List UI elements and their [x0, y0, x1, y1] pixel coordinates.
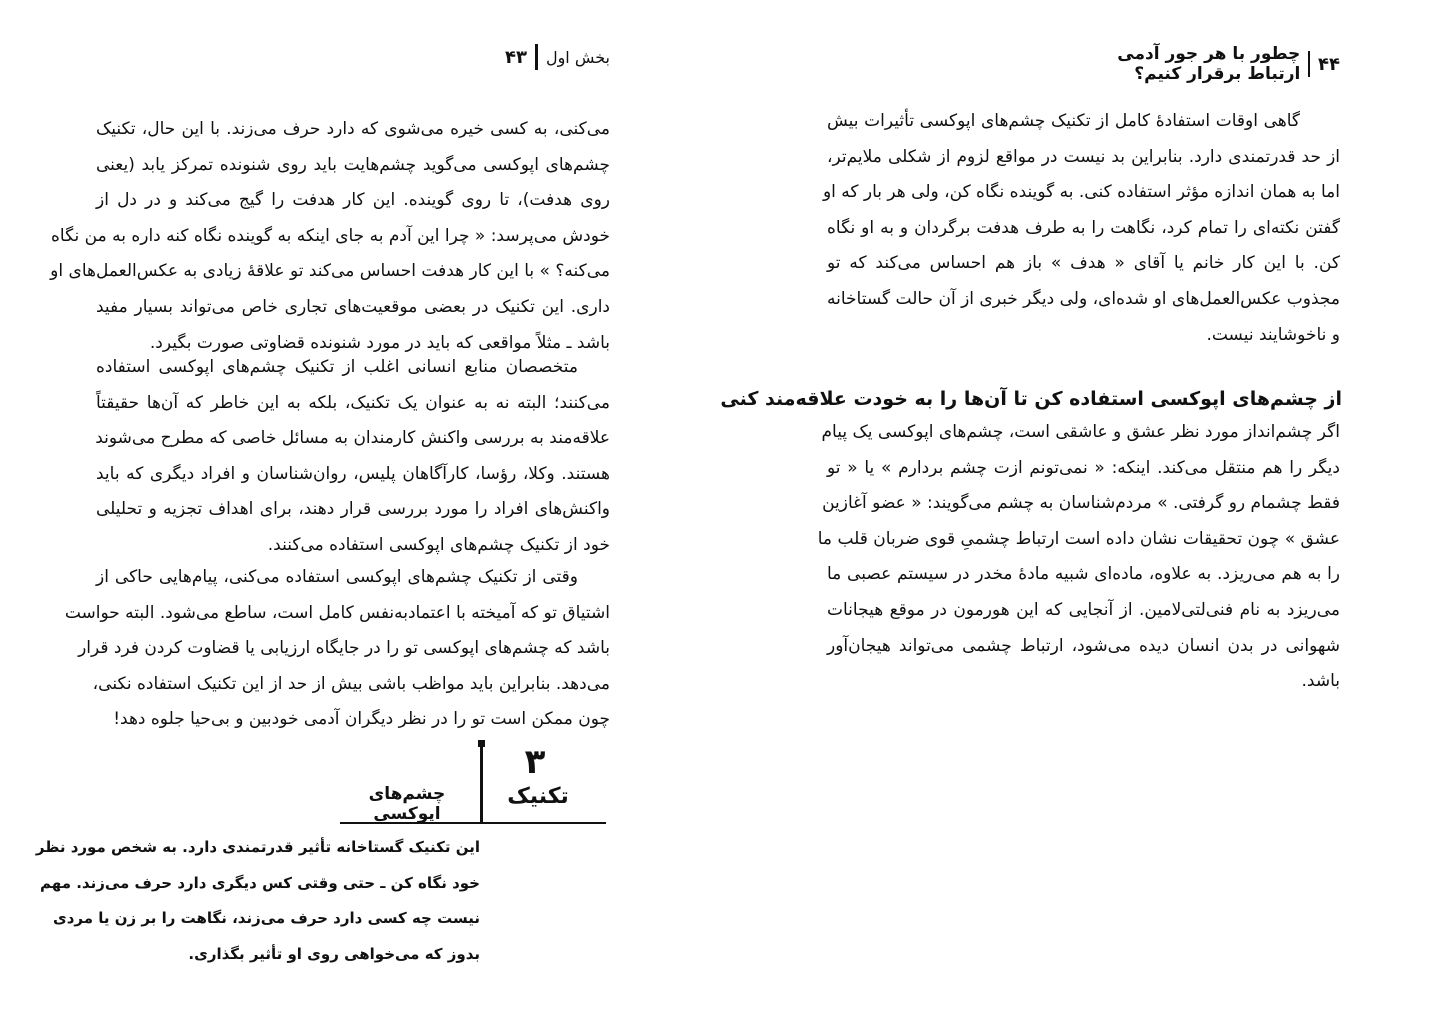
page-number: ۴۴	[1318, 53, 1340, 75]
right-paragraph-2	[817, 415, 1340, 700]
text-line: اما به همان اندازه مؤثر استفاده کنی. به گوینده نگاه کن، ولی هر بار که او	[822, 182, 1340, 203]
text-line: می‌کنه؟ » با این کار هدفت احساس می‌کند تو علاقهٔ زیادی به عکس‌العمل‌های او	[50, 261, 610, 282]
left-paragraph-3	[64, 560, 610, 738]
text-line: خودش می‌پرسد: « چرا این آدم به جای اینکه به گوینده نگاه کنه داره به من نگاه	[51, 225, 610, 246]
technique-box-divider	[480, 742, 483, 824]
text-line: می‌ریزد به نام فنی‌لتی‌لامین. از آنجایی که این هورمون در موقع هیجانات	[827, 599, 1340, 620]
text-line: دیگر را هم منتقل می‌کند. اینکه: « نمی‌تونم ازت چشم بردارم » یا « تو	[827, 457, 1340, 478]
text-line: و ناخوشایند نیست.	[1206, 324, 1340, 345]
left-paragraph-1	[50, 112, 610, 361]
text-line: باشد.	[1301, 671, 1340, 692]
summary-line: این تکنیک گستاخانه تأثیر قدرتمندی دارد. به شخص مورد نظر	[35, 838, 480, 856]
text-line: از حد قدرتمندی دارد. بنابراین بد نیست در مواقع لزوم از شکلی ملایم‌تر،	[827, 146, 1340, 167]
summary-line: خود نگاه کن ـ حتی وقتی کس دیگری دارد حرف می‌زند. مهم	[40, 873, 480, 892]
header-divider	[535, 44, 538, 70]
text-line: اشتیاق تو که آمیخته با اعتمادبه‌نفس کامل است، ساطع می‌شود. البته حواست	[64, 602, 610, 623]
technique-box	[340, 742, 606, 826]
technique-summary	[35, 830, 480, 972]
text-line: واکنش‌های افراد را مورد بررسی قرار دهند، برای اهداف تجزیه و تحلیلی	[96, 499, 610, 520]
section-heading: از چشم‌های اپوکسی استفاده کن تا آن‌ها را به خودت علاقه‌مند کنی	[720, 388, 1342, 410]
summary-line: نیست چه کسی دارد حرف می‌زند، نگاهت را بر زن یا مردی	[52, 909, 480, 928]
text-line: عشق » چون تحقیقات نشان داده است ارتباط چشمیِ قوی ضربان قلب ما	[817, 528, 1340, 549]
text-line: متخصصان منابع انسانی اغلب از تکنیک چشم‌های اپوکسی استفاده	[96, 357, 578, 377]
text-line: باشد که چشم‌های اپوکسی تو را در جایگاه ارزیابی یا قضاوت کردن فرد قرار	[78, 638, 610, 659]
text-line: شهوانی در بدن انسان دیده می‌شود، ارتباط چشمی می‌تواند هیجان‌آور	[827, 635, 1340, 656]
text-line: اگر چشم‌انداز مورد نظر عشق و عاشقی است، چشم‌های اپوکسی یک پیام	[821, 422, 1340, 442]
text-line: می‌کنی، به کسی خیره می‌شوی که دارد حرف می‌زند. با این حال، تکنیک	[96, 119, 610, 139]
text-line: گاهی اوقات استفادهٔ کامل از تکنیک چشم‌های اپوکسی تأثیرات بیش	[827, 111, 1300, 131]
text-line: خود از تکنیک چشم‌های اپوکسی استفاده می‌کنند.	[267, 534, 610, 555]
text-line: مجذوب عکس‌العمل‌های او شده‌ای، ولی دیگر خبری از آن حالت گستاخانه	[827, 288, 1340, 309]
summary-line: بدوز که می‌خواهی روی او تأثیر بگذاری.	[188, 944, 480, 963]
technique-label: تکنیک	[507, 784, 569, 809]
text-line: را به هم می‌ریزد. به علاوه، ماده‌ای شبیه مادهٔ مخدر در سیستم عصبی ما	[827, 564, 1340, 585]
text-line: کن. با این کار خانم یا آقای « هدف » باز هم احساس می‌کند که تو	[827, 253, 1340, 274]
text-line: وقتی از تکنیک چشم‌های اپوکسی استفاده می‌کنی، پیام‌هایی حاکی از	[96, 567, 578, 587]
text-line: چون ممکن است تو را در نظر دیگران آدمی خودبین و بی‌حیا جلوه دهد!	[113, 709, 610, 730]
text-line: می‌کنند؛ البته نه به عنوان یک تکنیک، بلکه به این خاطر که آن‌ها حقیقتاً	[96, 392, 610, 413]
text-line: داری. این تکنیک در بعضی موقعیت‌های تجاری خاص می‌تواند بسیار مفید	[96, 296, 610, 317]
text-line: گفتن نکته‌ای را تمام کرد، نگاهت را به طرف هدفت برگردان و به او نگاه	[827, 217, 1340, 238]
right-page-header	[1100, 44, 1340, 84]
text-line: باشد ـ مثلاً مواقعی که باید در مورد شنونده قضاوتی صورت بگیرد.	[149, 332, 610, 353]
text-line: چشم‌های اپوکسی می‌گوید چشم‌هایت باید روی شنونده تمرکز یابد (یعنی	[96, 154, 610, 175]
right-paragraph-1	[822, 104, 1340, 353]
left-page-header	[110, 44, 610, 70]
text-line: هستند. وکلا، رؤسا، کارآگاهان پلیس، روان‌شناسان و افراد دیگری که باید	[96, 463, 610, 484]
header-divider	[1308, 51, 1310, 77]
technique-name: چشم‌های اپوکسی	[368, 784, 446, 824]
left-paragraph-2	[96, 350, 610, 564]
section-title: بخش اول	[545, 47, 610, 67]
text-line: علاقه‌مند به بررسی واکنش کارمندان به مسائل خاصی که مطرح می‌شوند	[95, 428, 610, 449]
technique-number: ۳	[524, 742, 546, 782]
text-line: روی هدفت)، تا روی گوینده. این کار هدفت را گیج می‌کند و در دل از	[96, 190, 610, 211]
text-line: فقط چشمام رو گرفتی. » مردم‌شناسان به چشم می‌گویند: « عضو آغازین	[822, 493, 1340, 514]
book-title: چطور با هر جور آدمی ارتباط برقرار کنیم؟	[1117, 44, 1301, 84]
text-line: می‌دهد. بنابراین باید مواظب باشی بیش از حد از این تکنیک استفاده نکنی،	[92, 673, 610, 694]
page-number: ۴۳	[504, 46, 527, 68]
